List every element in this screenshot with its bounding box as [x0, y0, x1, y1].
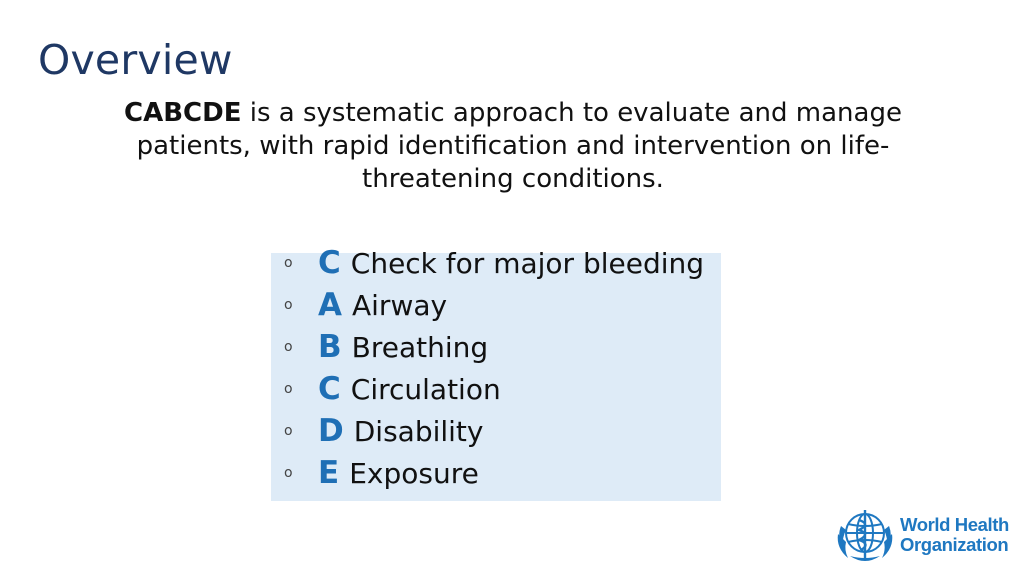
list-item	[280, 326, 704, 368]
list-item	[280, 242, 704, 284]
step-letter: C	[318, 245, 341, 281]
bullet-icon: o	[284, 381, 293, 397]
step-label: Exposure	[349, 456, 479, 490]
logo-line-2: Organization	[900, 534, 1009, 555]
bullet-icon: o	[284, 423, 293, 439]
bullet-icon: o	[284, 465, 293, 481]
bullet-icon: o	[284, 255, 293, 271]
steps-list	[280, 242, 704, 494]
step-label: Check for major bleeding	[350, 246, 705, 280]
step-letter: A	[318, 287, 342, 323]
step-letter: E	[318, 455, 340, 491]
step-letter: C	[318, 371, 341, 407]
step-label: Disability	[353, 414, 484, 448]
list-item	[280, 410, 704, 452]
step-letter: D	[318, 413, 344, 449]
list-item	[280, 452, 704, 494]
intro-text: is a systematic approach to evaluate and manage patients, with rapid identification and intervention on life-threatening conditions.	[136, 98, 902, 194]
list-item	[280, 368, 704, 410]
who-logo-text	[900, 515, 1009, 555]
bullet-icon: o	[284, 339, 293, 355]
slide-title: Overview	[38, 36, 233, 84]
intro-paragraph	[90, 97, 936, 196]
step-label: Airway	[352, 288, 448, 322]
step-label: Breathing	[351, 330, 489, 364]
logo-line-1: World Health	[900, 514, 1009, 535]
step-letter: B	[318, 329, 342, 365]
who-emblem-icon	[834, 504, 896, 566]
intro-term: CABCDE	[124, 98, 242, 128]
step-label: Circulation	[350, 372, 501, 406]
who-logo	[834, 504, 1009, 566]
list-item	[280, 284, 704, 326]
bullet-icon: o	[284, 297, 293, 313]
